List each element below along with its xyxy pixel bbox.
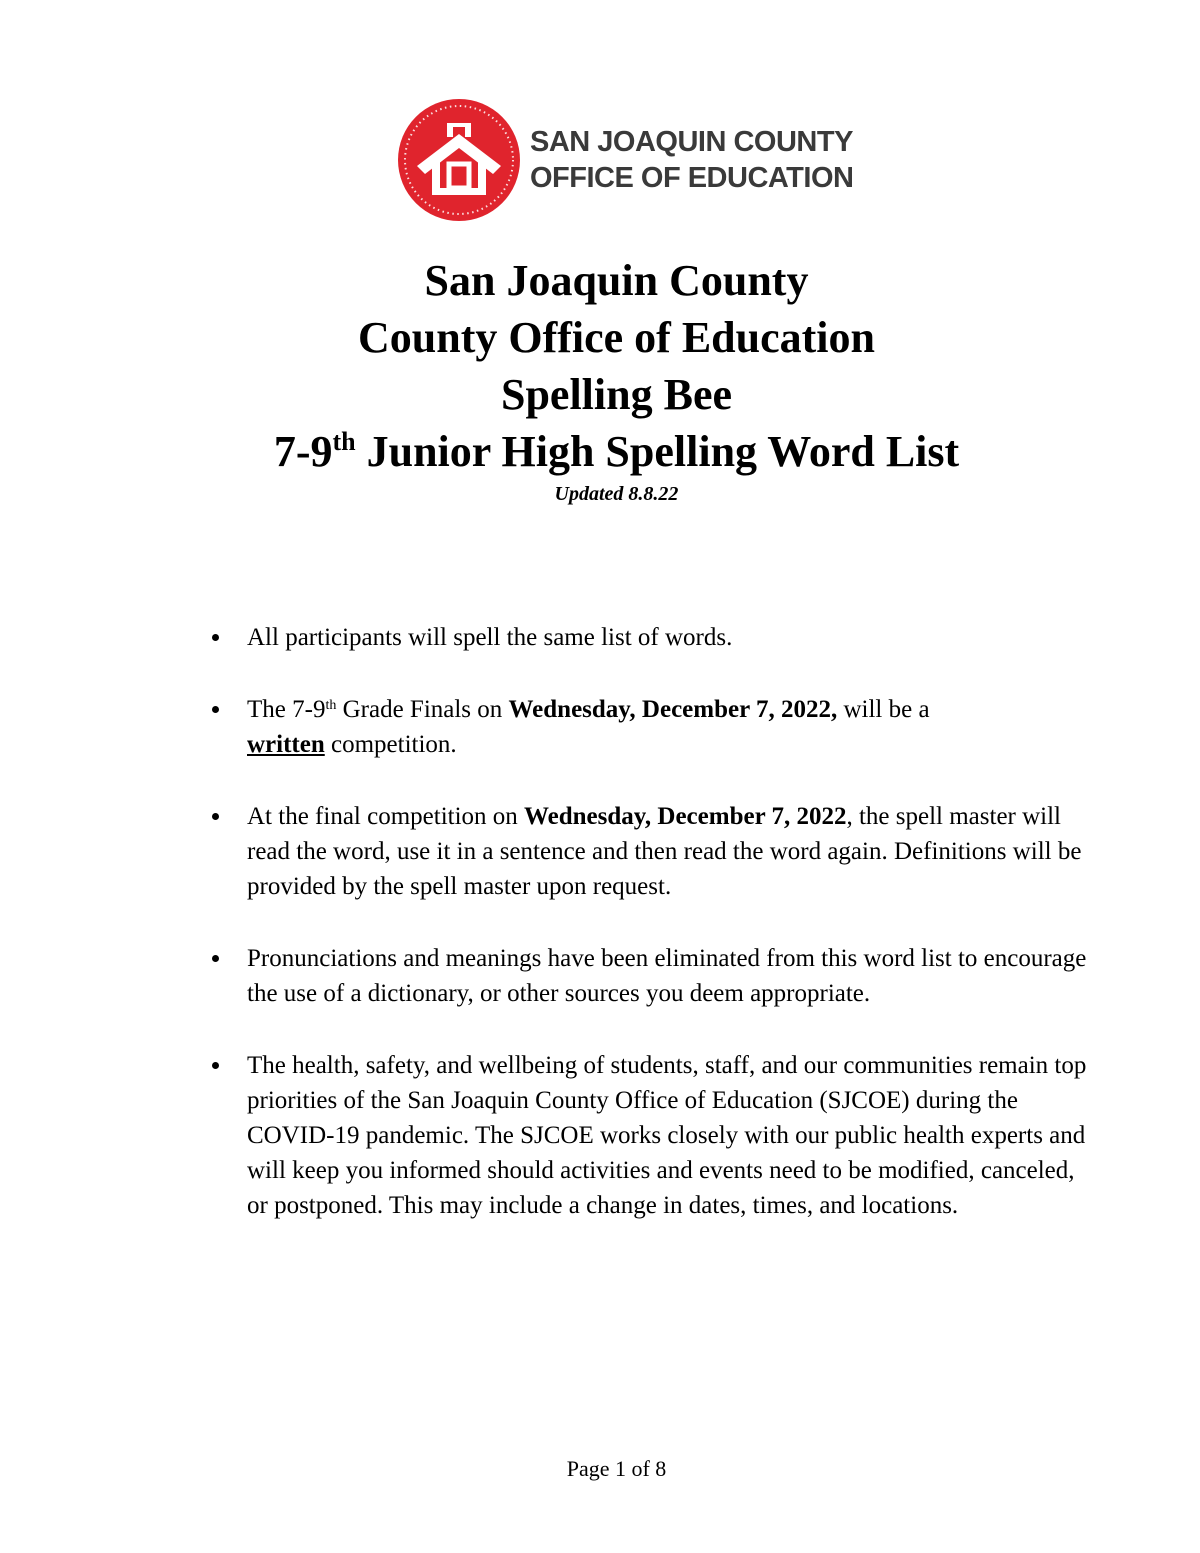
title-office: County Office of Education: [358, 313, 875, 362]
bullet-icon: [212, 955, 219, 962]
list-item: The 7-9th Grade Finals on Wednesday, December 7, 2022, will be a written competition.: [210, 692, 1090, 762]
bullet-icon: [212, 813, 219, 820]
bullet-icon: [212, 634, 219, 641]
bullet-icon: [212, 706, 219, 713]
title-spelling-bee: Spelling Bee: [500, 370, 733, 419]
bullet-list: [210, 620, 1090, 1260]
title-word-list: 7-9th Junior High Spelling Word List: [273, 427, 960, 476]
logo-wordmark: [530, 124, 853, 196]
page-number: Page 1 of 8: [566, 1456, 667, 1481]
title-county: San Joaquin County: [424, 256, 809, 305]
logo-line-2: OFFICE OF EDUCATION: [530, 162, 854, 194]
logo-line-1: SAN JOAQUIN COUNTY: [530, 126, 853, 158]
schoolhouse-icon: [397, 98, 521, 222]
sjcoe-logo: [397, 98, 857, 224]
updated-date: Updated 8.8.22: [554, 483, 679, 505]
list-item: The health, safety, and wellbeing of students, staff, and our communities remain top priorities of the San Joaquin County Office of Education (SJCOE) during the COVID-19 pandemic. The SJCOE works closely with our public health experts and will keep you informed should activities and events need to be modified, canceled, or postponed. This may include a change in dates, times, and locations.: [210, 1048, 1090, 1223]
title-block: [0, 252, 1200, 506]
list-item: Pronunciations and meanings have been eliminated from this word list to encourage the use of a dictionary, or other sources you deem appropriate.: [210, 941, 1090, 1011]
list-item: At the final competition on Wednesday, December 7, 2022, the spell master will read the word, use it in a sentence and then read the word again. Definitions will be provided by the spell master upon request.: [210, 799, 1090, 904]
list-item: All participants will spell the same list of words.: [210, 620, 1090, 655]
bullet-icon: [212, 1062, 219, 1069]
